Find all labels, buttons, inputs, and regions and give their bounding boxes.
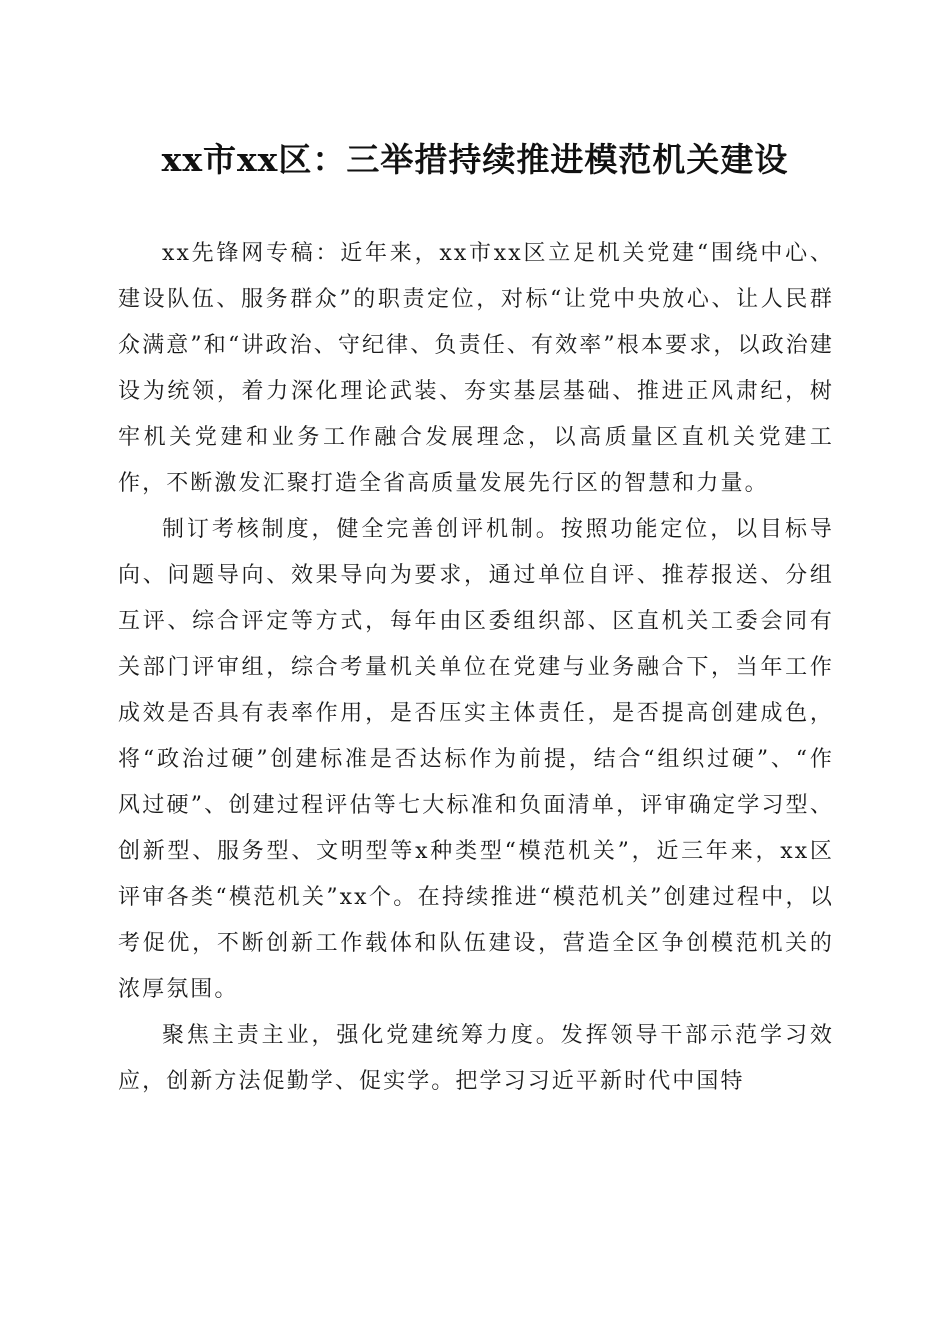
paragraph-evaluation-system: 制订考核制度，健全完善创评机制。按照功能定位，以目标导向、问题导向、效果导向为要求，通过单位自评、推荐报送、分组互评、综合评定等方式，每年由区委组织部、区直机关工委会同有关部门评审组，综合考量机关单位在党建与业务融合下，当年工作成效是否具有表率作用，是否压实主体责任，是否提高创建成色，将“政治过硬”创建标准是否达标作为前提，结合“组织过硬”、“作风过硬”、创建过程评估等七大标准和负面清单，评审确定学习型、创新型、服务型、文明型等x种类型“模范机关”，近三年来，xx区评审各类“模范机关”xx个。在持续推进“模范机关”创建过程中，以考促优，不断创新工作载体和队伍建设，营造全区争创模范机关的浓厚氛围。 bbox=[118, 517, 834, 1002]
paragraph-intro: xx先锋网专稿：近年来，xx市xx区立足机关党建“围绕中心、建设队伍、服务群众”的职责定位，对标“让党中央放心、让人民群众满意”和“讲政治、守纪律、负责任、有效率”根本要求，以政治建设为统领，着力深化理论武装、夯实基层基础、推进正风肃纪，树牢机关党建和业务工作融合发展理念，以高质量区直机关党建工作，不断激发汇聚打造全省高质量发展先行区的智慧和力量。 bbox=[118, 241, 834, 496]
paragraph-party-building: 聚焦主责主业，强化党建统筹力度。发挥领导干部示范学习效应，创新方法促勤学、促实学。把学习习近平新时代中国特 bbox=[118, 1023, 834, 1094]
document-title: xx市xx区：三举措持续推进模范机关建设 bbox=[161, 140, 789, 179]
document-body bbox=[118, 231, 834, 1105]
